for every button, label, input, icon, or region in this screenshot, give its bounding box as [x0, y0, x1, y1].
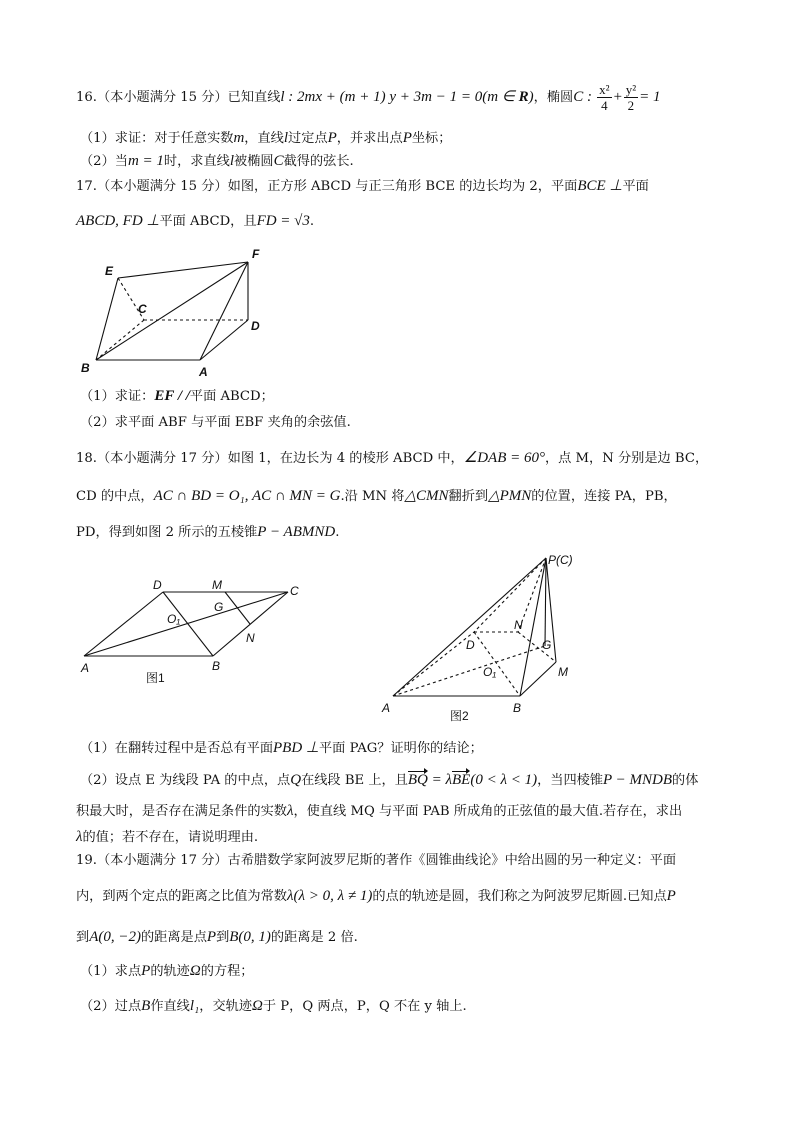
q17-statement: 17.（本小题满分 15 分）如图，正方形 ABCD 与正三角形 BCE 的边长均为 2，平面BCE ⊥平面 — [76, 178, 649, 194]
edge-AF — [200, 262, 248, 360]
q18-part1: （1）在翻转过程中是否总有平面PBD ⊥平面 PAG？证明你的结论； — [80, 740, 483, 756]
edge-AD — [393, 632, 474, 696]
q17-statement-line2: ABCD, FD ⊥平面 ABCD，且FD = √3. — [76, 213, 315, 229]
edge-AD — [84, 592, 163, 656]
label-M: M — [212, 578, 222, 592]
label-D: D — [251, 319, 260, 333]
edge-AD — [200, 320, 248, 360]
label-B: B — [212, 659, 221, 673]
vector-BE: BE — [452, 772, 471, 788]
q19-statement: 19.（本小题满分 17 分）古希腊数学家阿波罗尼斯的著作《圆锥曲线论》中给出圆的另一种定义：平面 — [76, 853, 677, 868]
label-A: A — [81, 661, 90, 675]
q16-part2: （2）当m = 1时，求直线l被椭圆C截得的弦长. — [80, 153, 354, 169]
fraction-x2-over-4: $\frac{\text{x²}}{4}$ — [599, 82, 610, 113]
label-D: D — [153, 578, 162, 592]
label-B: B — [81, 361, 90, 375]
q18-statement: 18.（本小题满分 17 分）如图 1，在边长为 4 的棱形 ABCD 中，∠DAB = 60°，点 M，N 分别是边 BC， — [76, 450, 709, 466]
vector-BQ: BQ — [407, 772, 428, 788]
q16-part1: （1）求证：对于任意实数m，直线l过定点P，并求出点P坐标； — [80, 130, 452, 146]
label-M: M — [558, 665, 568, 679]
q16-statement: 16.（本小题满分 15 分）已知直线l : 2mx + (m + 1) y + 3m − 1 = 0(m ∈ R)，椭圆C : $\frac{\text{x²}}{4}$ + $\frac{\text{y²}}{2}$ = 1 — [76, 82, 661, 113]
label-A: A — [382, 701, 391, 715]
q19-statement-line3: 到A(0, −2)的距离是点P到B(0, 1)的距离是 2 倍. — [76, 929, 358, 945]
caption-fig2: 图2 — [450, 709, 469, 723]
diag-AC — [84, 592, 288, 656]
q19-statement-line2: 内，到两个定点的距离之比值为常数λ(λ > 0, λ ≠ 1)的点的轨迹是圆，我们称之为阿波罗尼斯圆.已知点P — [76, 888, 676, 904]
label-C: C — [138, 302, 147, 316]
q18-part2: （2）设点 E 为线段 PA 的中点，点Q在线段 BE 上，且BQ = λBE(0 < λ < 1)，当四棱锥P − MNDB的体 — [80, 772, 699, 788]
label-O1: O₁ — [483, 665, 497, 679]
label-O1: O₁ — [167, 612, 181, 626]
q18-part2-line3: λ的值；若不存在，请说明理由. — [76, 829, 259, 845]
caption-fig1: 图1 — [146, 671, 165, 685]
segment-MN — [225, 592, 250, 624]
label-G: G — [542, 638, 552, 652]
q18-statement-line2: CD 的中点，AC ∩ BD = O₁, AC ∩ MN = G.沿 MN 将△CMN翻折到△PMN的位置，连接 PA，PB， — [76, 488, 677, 504]
edge-BF — [96, 262, 248, 360]
q19-part2: （2）过点B作直线l₁，交轨迹Ω于 P，Q 两点，P，Q 不在 y 轴上. — [80, 998, 467, 1014]
q18-part2-line2: 积最大时，是否存在满足条件的实数λ，使直线 MQ 与平面 PAB 所成角的正弦值的最大值.若存在，求出 — [76, 803, 683, 819]
q17-figure — [78, 244, 278, 380]
label-G: G — [214, 600, 224, 614]
q17-part2: （2）求平面 ABF 与平面 EBF 夹角的余弦值. — [80, 415, 351, 430]
edge-PA — [393, 558, 546, 696]
q19-part1: （1）求点P的轨迹Ω的方程； — [80, 963, 254, 979]
edge-AG — [393, 646, 545, 696]
label-D: D — [466, 638, 475, 652]
q17-part1: （1）求证：EF / /平面 ABCD； — [80, 388, 274, 404]
edge-DB — [474, 632, 520, 696]
label-A: A — [199, 365, 208, 379]
label-F: F — [252, 247, 260, 261]
fraction-y2-over-2: $\frac{\text{y²}}{2}$ — [625, 82, 637, 113]
edge-EF — [118, 262, 248, 278]
q18-figure-1 — [76, 576, 308, 688]
label-N: N — [246, 631, 255, 645]
edge-PG — [545, 558, 546, 646]
label-E: E — [105, 264, 114, 278]
q18-figure-2 — [378, 548, 598, 726]
label-N: N — [514, 618, 523, 632]
label-C: C — [290, 584, 299, 598]
edge-CB — [96, 320, 144, 360]
edge-CB — [213, 592, 288, 656]
label-B: B — [513, 701, 522, 715]
q18-statement-line3: PD，得到如图 2 所示的五棱锥P − ABMND. — [76, 524, 340, 540]
edge-PD — [474, 558, 546, 632]
label-P: P(C) — [548, 553, 573, 567]
